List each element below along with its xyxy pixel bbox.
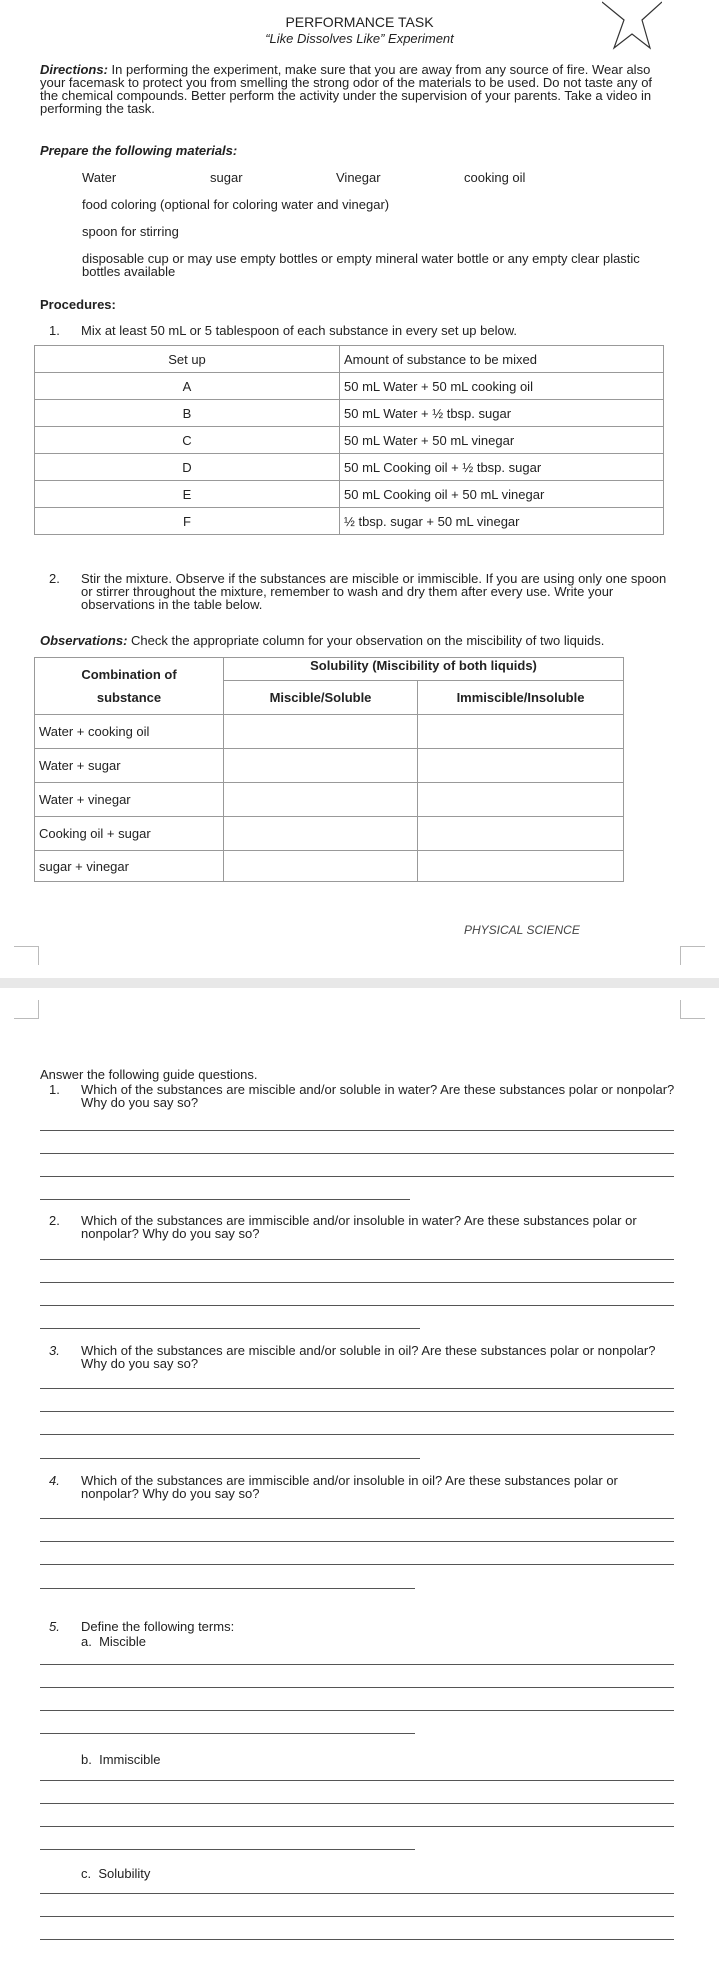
table-row (35, 783, 624, 817)
step-text: Stir the mixture. Observe if the substances are miscible or immiscible. If you are using only one spoon or stirrer throughout the mixture, remember to wash and dry them after every use. Write your observations in the table below. (81, 571, 667, 612)
setup-amount: 50 mL Cooking oil + ½ tbsp. sugar (340, 454, 664, 481)
answer-line[interactable] (40, 1434, 674, 1435)
table-row (35, 400, 664, 427)
miscible-checkbox-cell[interactable] (224, 749, 418, 783)
term-miscible (81, 1634, 146, 1649)
material-sugar: sugar (210, 170, 243, 185)
term-letter: b. (81, 1752, 92, 1767)
procedure-step-1 (49, 323, 679, 338)
setup-amount: 50 mL Cooking oil + 50 mL vinegar (340, 481, 664, 508)
answer-line[interactable] (40, 1282, 674, 1283)
term-word: Solubility (98, 1866, 151, 1881)
question-number: 5. (49, 1619, 60, 1634)
answer-line[interactable] (40, 1780, 674, 1781)
crop-mark (680, 946, 705, 965)
page-subtitle: “Like Dissolves Like” Experiment (265, 31, 454, 46)
page-separator (0, 978, 719, 988)
answer-line[interactable] (40, 1199, 410, 1200)
crop-mark (14, 946, 39, 965)
setup-label: E (35, 481, 340, 508)
combination-header (35, 658, 224, 715)
guide-intro: Answer the following guide questions. (40, 1067, 258, 1082)
answer-line[interactable] (40, 1664, 674, 1665)
immiscible-checkbox-cell[interactable] (418, 715, 624, 749)
procedure-step-2 (49, 571, 679, 612)
answer-line[interactable] (40, 1518, 674, 1519)
step-number: 1. (49, 323, 60, 338)
setup-label: A (35, 373, 340, 400)
material-spoon: spoon for stirring (82, 224, 179, 239)
immiscible-checkbox-cell[interactable] (418, 817, 624, 851)
answer-line[interactable] (40, 1893, 674, 1894)
answer-line[interactable] (40, 1588, 415, 1589)
table-row (35, 817, 624, 851)
footer-subject: PHYSICAL SCIENCE (464, 923, 580, 937)
immiscible-header: Immiscible/Insoluble (418, 681, 624, 715)
table-header-row (35, 658, 624, 681)
table-row (35, 373, 664, 400)
question-text: Which of the substances are immiscible and/or insoluble in water? Are these substances polar or nonpolar? Why do you say so? (81, 1213, 637, 1241)
answer-line[interactable] (40, 1130, 674, 1131)
star-icon (602, 0, 662, 52)
answer-line[interactable] (40, 1176, 674, 1177)
table-row (35, 481, 664, 508)
immiscible-checkbox-cell[interactable] (418, 851, 624, 882)
answer-line[interactable] (40, 1826, 674, 1827)
term-solubility (81, 1866, 150, 1881)
guide-question-4 (49, 1473, 679, 1501)
materials-heading: Prepare the following materials: (40, 143, 238, 158)
answer-line[interactable] (40, 1916, 674, 1917)
question-text: Define the following terms: (81, 1619, 235, 1634)
guide-question-2 (49, 1213, 679, 1241)
immiscible-checkbox-cell[interactable] (418, 749, 624, 783)
combination-cell: Water + cooking oil (35, 715, 224, 749)
directions-label: Directions: (40, 62, 108, 77)
miscible-checkbox-cell[interactable] (224, 851, 418, 882)
observations-paragraph (40, 634, 670, 647)
table-header: Set up (35, 346, 340, 373)
miscible-header: Miscible/Soluble (224, 681, 418, 715)
procedures-heading: Procedures: (40, 297, 116, 312)
combination-cell: Water + vinegar (35, 783, 224, 817)
question-number: 1. (49, 1082, 60, 1097)
question-text: Which of the substances are miscible and/or soluble in oil? Are these substances polar or nonpolar? Why do you say so? (81, 1343, 656, 1371)
setup-amount: 50 mL Water + 50 mL cooking oil (340, 373, 664, 400)
combination-header-line-1: Combination of (81, 667, 177, 682)
term-word: Immiscible (99, 1752, 161, 1767)
guide-question-3 (49, 1343, 679, 1371)
term-immiscible (81, 1752, 160, 1767)
material-cooking-oil: cooking oil (464, 170, 526, 185)
answer-line[interactable] (40, 1388, 674, 1389)
observations-table (34, 657, 624, 882)
material-water: Water (82, 170, 117, 185)
answer-line[interactable] (40, 1849, 415, 1850)
answer-line[interactable] (40, 1733, 415, 1734)
material-food-coloring: food coloring (optional for coloring water and vinegar) (82, 197, 390, 212)
answer-line[interactable] (40, 1687, 674, 1688)
combination-header-line-2: substance (96, 690, 162, 705)
question-text: Which of the substances are immiscible and/or insoluble in oil? Are these substances polar or nonpolar? Why do you say so? (81, 1473, 618, 1501)
term-word: Miscible (99, 1634, 147, 1649)
table-row (35, 427, 664, 454)
combination-cell: Cooking oil + sugar (35, 817, 224, 851)
table-row (35, 508, 664, 535)
directions-paragraph (40, 63, 670, 115)
crop-mark (14, 1000, 39, 1019)
answer-line[interactable] (40, 1564, 674, 1565)
solubility-header: Solubility (Miscibility of both liquids) (224, 658, 624, 681)
worksheet-page-2 (0, 988, 719, 1966)
step-number: 2. (49, 571, 60, 586)
question-text: Which of the substances are miscible and/or soluble in water? Are these substances polar or nonpolar? Why do you say so? (81, 1082, 675, 1110)
answer-line[interactable] (40, 1305, 674, 1306)
observations-text: Check the appropriate column for your observation on the miscibility of two liquids. (127, 633, 605, 648)
term-letter: a. (81, 1634, 92, 1649)
answer-line[interactable] (40, 1259, 674, 1260)
combination-cell: sugar + vinegar (35, 851, 224, 882)
worksheet-page-1 (0, 0, 719, 978)
miscible-checkbox-cell[interactable] (224, 715, 418, 749)
answer-line[interactable] (40, 1939, 674, 1940)
table-header: Amount of substance to be mixed (340, 346, 664, 373)
answer-line[interactable] (40, 1803, 674, 1804)
immiscible-checkbox-cell[interactable] (418, 783, 624, 817)
guide-question-1 (49, 1082, 679, 1110)
table-row (35, 454, 664, 481)
setup-amount: 50 mL Water + ½ tbsp. sugar (340, 400, 664, 427)
question-number: 2. (49, 1213, 60, 1228)
material-cup: disposable cup or may use empty bottles or empty mineral water bottle or any empty clear plastic bottles available (82, 251, 640, 279)
setup-amount: ½ tbsp. sugar + 50 mL vinegar (340, 508, 664, 535)
term-letter: c. (81, 1866, 92, 1881)
answer-line[interactable] (40, 1458, 420, 1459)
answer-line[interactable] (40, 1411, 674, 1412)
page-title: PERFORMANCE TASK (285, 14, 434, 30)
answer-line[interactable] (40, 1328, 420, 1329)
setup-amount: 50 mL Water + 50 mL vinegar (340, 427, 664, 454)
setup-label: C (35, 427, 340, 454)
directions-text: In performing the experiment, make sure that you are away from any source of fire. Wear also your facemask to protect you from smelling the strong odor of the materials to be used. Do not taste any of the chemical compounds. Better perform the activity under the supervision of your parents. Take a video in performing the task. (40, 62, 653, 116)
setup-label: B (35, 400, 340, 427)
guide-question-5 (49, 1619, 679, 1634)
setup-label: D (35, 454, 340, 481)
setup-table (34, 345, 664, 535)
step-text: Mix at least 50 mL or 5 tablespoon of each substance in every set up below. (81, 323, 517, 338)
table-row (35, 851, 624, 882)
question-number: 4. (49, 1473, 60, 1488)
answer-line[interactable] (40, 1153, 674, 1154)
table-row (35, 749, 624, 783)
observations-label: Observations: (40, 633, 128, 648)
answer-line[interactable] (40, 1710, 674, 1711)
miscible-checkbox-cell[interactable] (224, 817, 418, 851)
answer-line[interactable] (40, 1541, 674, 1542)
question-number: 3. (49, 1343, 60, 1358)
table-header-row (35, 346, 664, 373)
material-vinegar: Vinegar (336, 170, 381, 185)
table-row (35, 715, 624, 749)
combination-cell: Water + sugar (35, 749, 224, 783)
crop-mark (680, 1000, 705, 1019)
setup-label: F (35, 508, 340, 535)
miscible-checkbox-cell[interactable] (224, 783, 418, 817)
